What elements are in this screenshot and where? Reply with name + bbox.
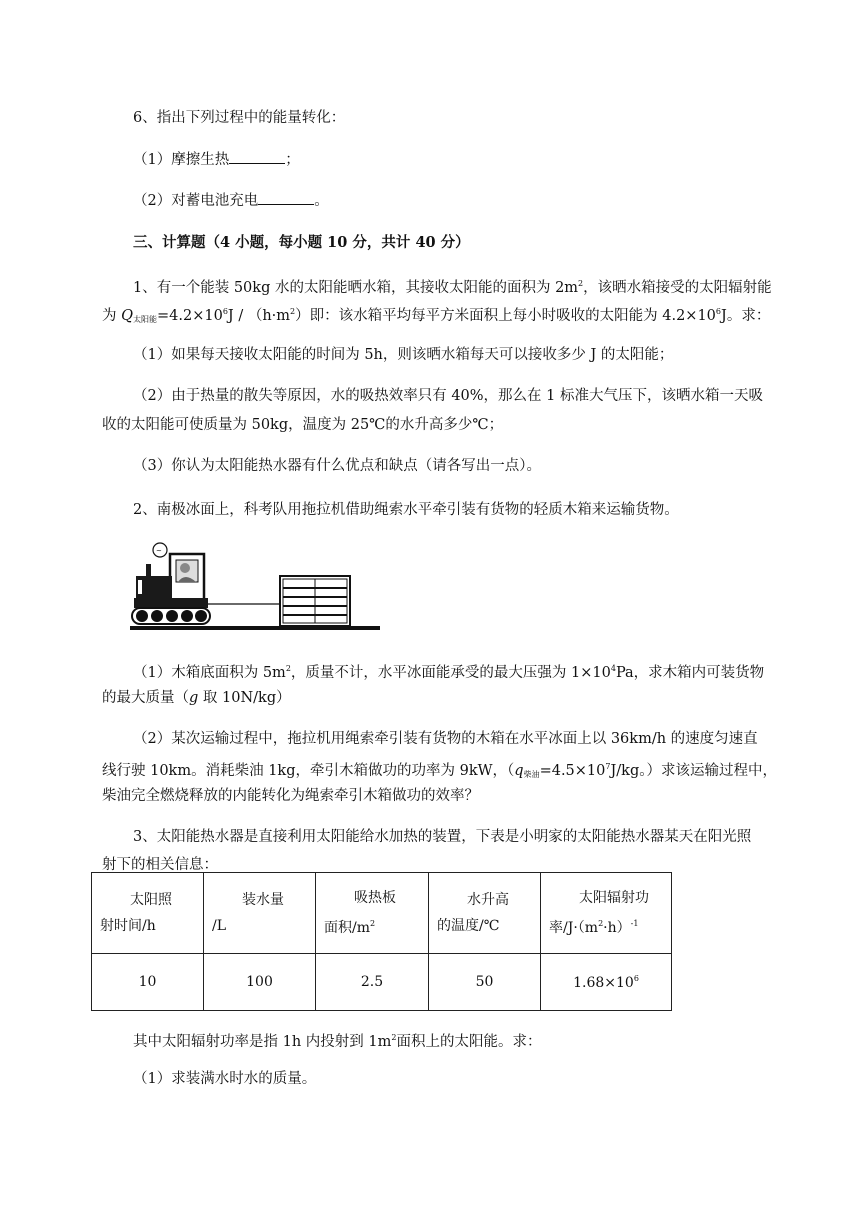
table-header-row xyxy=(92,873,672,954)
svg-text:~: ~ xyxy=(156,547,162,555)
table-header-cell: 装水量 /L xyxy=(204,873,316,954)
p2-sub2-line1: （2）某次运输过程中，拖拉机用绳索牵引装有货物的木箱在水平冰面上以 36km/h 的速度匀速直 xyxy=(133,731,758,747)
p2-sub2-line2: 线行驶 10km。消耗柴油 1kg，牵引木箱做功的功率为 9kW，（$q_{柴油}=4.5\times 10^7J/kg$。）求该运输过程中， xyxy=(102,762,777,779)
p2-intro: 2、南极冰面上，科考队用拖拉机借助绳索水平牵引装有货物的轻质木箱来运输货物。 xyxy=(133,502,679,518)
table-cell: 2.5 xyxy=(316,954,429,1011)
p2-sub2-line3: 柴油完全燃烧释放的内能转化为绳索牵引木箱做功的效率？ xyxy=(102,788,479,804)
p1-sub2-line2: 收的太阳能可使质量为 50kg，温度为 25℃的水升高多少℃； xyxy=(102,417,504,433)
p3-intro-line2: 射下的相关信息： xyxy=(102,857,218,873)
table-header-cell: 太阳照 射时间/h xyxy=(92,873,204,954)
table-cell: 10 xyxy=(92,954,204,1011)
q6-item2: （2）对蓄电池充电 。 xyxy=(133,193,329,209)
table-header-cell: 吸热板 面积$/m^2$ xyxy=(316,873,429,954)
tractor-crate-figure xyxy=(130,542,380,634)
table-cell: 50 xyxy=(429,954,541,1011)
p2-sub1-line1: （1）木箱底面积为 $5m^2$，质量不计，水平冰面能承受的最大压强为 $1\times 10^4Pa$，求木箱内可装货物 xyxy=(133,664,765,681)
section-heading: 三、计算题（4 小题，每小题 10 分，共计 40 分） xyxy=(133,234,470,251)
answer-blank[interactable] xyxy=(229,151,285,164)
p3-sub1: （1）求装满水时水的质量。 xyxy=(133,1071,317,1087)
p1-sub2-line1: （2）由于热量的散失等原因，水的吸热效率只有 40%，那么在 1 标准大气压下，该晒水箱一天吸 xyxy=(133,388,764,404)
solar-data-table xyxy=(91,872,672,1011)
q6-item1: （1）摩擦生热 ； xyxy=(133,152,300,168)
table-header-cell: 水升高 的温度/℃ xyxy=(429,873,541,954)
q6-title: 6、指出下列过程中的能量转化： xyxy=(133,110,346,126)
table-row xyxy=(92,954,672,1011)
p3-intro-line1: 3、太阳能热水器是直接利用太阳能给水加热的装置，下表是小明家的太阳能热水器某天在阳光照 xyxy=(133,829,752,845)
table-cell: $1.68\times 10^6$ xyxy=(541,954,672,1011)
p1-sub3: （3）你认为太阳能热水器有什么优点和缺点（请各写出一点）。 xyxy=(133,458,541,474)
p3-note: 其中太阳辐射功率是指 1h 内投射到 $1m^2$面积上的太阳能。求： xyxy=(133,1033,542,1050)
table-cell: 100 xyxy=(204,954,316,1011)
p1-sub1: （1）如果每天接收太阳能的时间为 5h，则该晒水箱每天可以接收多少 J 的太阳能； xyxy=(133,347,674,363)
p1-line1: 1、有一个能装 50kg 水的太阳能晒水箱，其接收太阳能的面积为 $2m^2$，该晒水箱接受的太阳辐射能 xyxy=(133,279,772,296)
p1-line2: 为 $Q_{太阳能}=4.2\times 10^6J / (h\cdot m^2)$即：该水箱平均每平方米面积上每小时吸收的太阳能为 $4.2\times 10^6J$。求： xyxy=(102,307,771,324)
p2-sub1-line2: 的最大质量（g 取 10N/kg） xyxy=(102,690,291,706)
answer-blank[interactable] xyxy=(258,192,314,205)
table-header-cell: 太阳辐射功 率$/J\cdot(m^2\cdot h)^{-1}$ xyxy=(541,873,672,954)
